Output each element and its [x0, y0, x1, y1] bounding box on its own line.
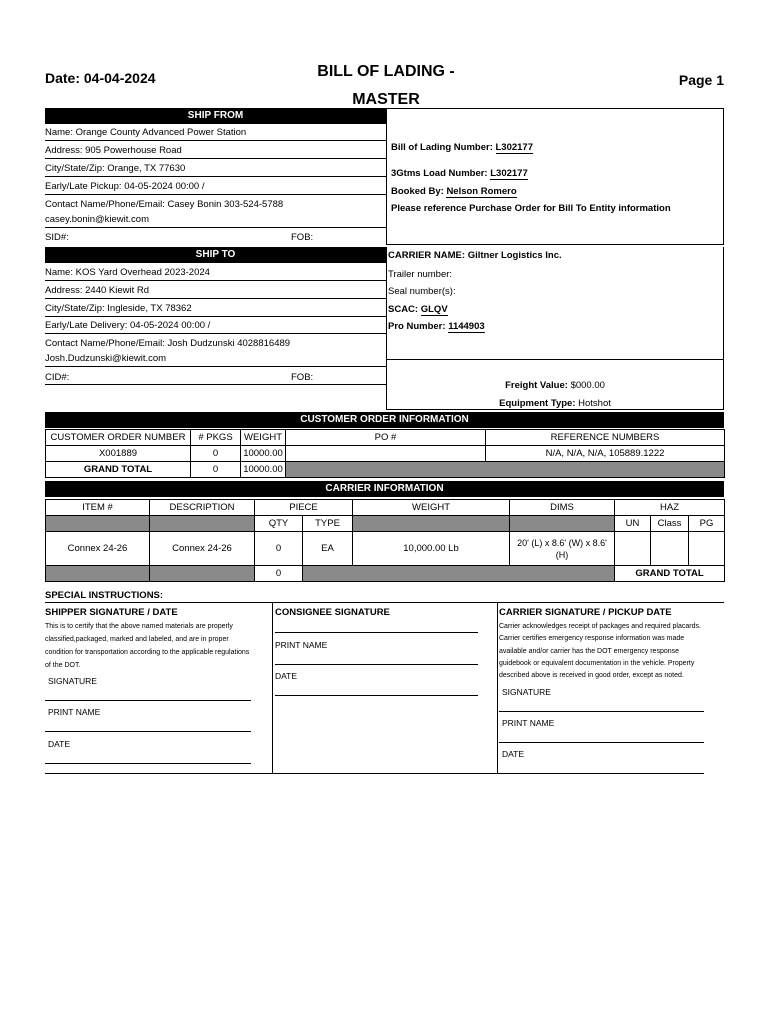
- ship-from-fob: FOB:: [291, 232, 314, 243]
- col-description: DESCRIPTION: [150, 500, 255, 516]
- shipper-cert-line-2: classified,packaged, marked and labeled, and are in proper: [45, 636, 229, 643]
- title-line-2: MASTER: [352, 91, 420, 108]
- col-carrier-weight: WEIGHT: [353, 500, 510, 516]
- consignee-print-name-line[interactable]: [275, 664, 478, 665]
- customer-order-heading: CUSTOMER ORDER INFORMATION: [45, 412, 724, 428]
- grand-total-weight: 10000.00: [241, 462, 286, 478]
- scac-value: GLQV: [420, 304, 448, 315]
- ship-to-address: Address: 2440 Kiewit Rd: [45, 284, 386, 299]
- load-number-label: 3Gtms Load Number:: [391, 168, 488, 179]
- carrier-signature-line[interactable]: [499, 711, 704, 712]
- consignee-print-name-label: PRINT NAME: [275, 640, 328, 650]
- grand-total-pkgs: 0: [191, 462, 241, 478]
- consignee-date-line[interactable]: [275, 695, 478, 696]
- col-po: PO #: [286, 430, 486, 446]
- carrier-info-subheader-row: [46, 516, 725, 532]
- scac-label: SCAC:: [388, 304, 419, 315]
- shipper-cert-line-4: of the DOT.: [45, 662, 81, 669]
- weight-cell: 10000.00: [241, 446, 286, 462]
- freight-value-amount: $000.00: [570, 380, 605, 391]
- ship-to-city: City/State/Zip: Ingleside, TX 78362: [45, 302, 386, 317]
- ship-from-address: Address: 905 Powerhouse Road: [45, 144, 386, 159]
- ship-from-pickup: Early/Late Pickup: 04-05-2024 00:00 /: [45, 180, 386, 195]
- shipper-cert-line-1: This is to certify that the above named materials are properly: [45, 623, 233, 630]
- ship-to-bottom-rule: [45, 384, 386, 385]
- table-row: [46, 532, 725, 566]
- table-row: [46, 446, 725, 462]
- ship-from-name: Name: Orange County Advanced Power Station: [45, 126, 386, 141]
- subheader-gray: [510, 516, 615, 532]
- carrier-info-heading: CARRIER INFORMATION: [45, 481, 724, 497]
- document-date: Date: 04-04-2024: [45, 70, 156, 86]
- col-qty: QTY: [255, 516, 303, 532]
- ship-to-name: Name: KOS Yard Overhead 2023-2024: [45, 266, 386, 281]
- qty-cell: 0: [255, 532, 303, 566]
- class-cell: [651, 532, 689, 566]
- ship-to-contact: Contact Name/Phone/Email: Josh Dudzunski 4028816489: [45, 338, 291, 349]
- equipment-type-label: Equipment Type:: [499, 398, 576, 409]
- load-number-value: L302177: [490, 168, 528, 179]
- grand-total-filler: [286, 462, 725, 478]
- carrier-print-name-line[interactable]: [499, 742, 704, 743]
- bol-number-value: L302177: [495, 142, 534, 153]
- carrier-signature-label: SIGNATURE: [502, 687, 551, 697]
- carrier-date-label: DATE: [502, 749, 525, 759]
- carrier-total-row: [46, 566, 725, 582]
- customer-order-header-row: [46, 430, 725, 446]
- subheader-gray: [150, 516, 255, 532]
- grand-total-label: GRAND TOTAL: [46, 462, 191, 478]
- equipment-type-value: Hotshot: [578, 398, 611, 409]
- ship-to-heading: SHIP TO: [45, 247, 386, 263]
- reference-note: Please reference Purchase Order for Bill To Entity information: [391, 203, 671, 214]
- col-customer-order-number: CUSTOMER ORDER NUMBER: [46, 430, 191, 446]
- freight-value-label: Freight Value:: [505, 380, 568, 391]
- seal-number: Seal number(s):: [388, 286, 456, 297]
- carrier-ack-line-4: guidebook or equivalent documentation in the vehicle. Property: [499, 660, 695, 667]
- col-piece: PIECE: [255, 500, 353, 516]
- ship-to-email: Josh.Dudzunski@kiewit.com: [45, 352, 386, 367]
- document-title: [300, 58, 472, 114]
- carrier-ack-line-1: Carrier acknowledges receipt of packages and required placards.: [499, 623, 701, 630]
- ship-from-contact: Contact Name/Phone/Email: Casey Bonin 303-524-5788: [45, 199, 284, 210]
- shipper-signature-heading: SHIPPER SIGNATURE / DATE: [45, 607, 178, 618]
- subheader-gray: [353, 516, 510, 532]
- carrier-grand-total-label: GRAND TOTAL: [615, 566, 725, 582]
- col-item: ITEM #: [46, 500, 150, 516]
- ship-from-heading: SHIP FROM: [45, 108, 386, 124]
- po-cell: [286, 446, 486, 462]
- shipper-print-name-label: PRINT NAME: [48, 707, 101, 717]
- col-pkgs: # PKGS: [191, 430, 241, 446]
- carrier-signature-heading: CARRIER SIGNATURE / PICKUP DATE: [499, 607, 672, 618]
- title-line-1: BILL OF LADING -: [317, 63, 455, 80]
- col-pg: PG: [689, 516, 725, 532]
- consignee-date-label: DATE: [275, 671, 298, 681]
- col-haz: HAZ: [615, 500, 725, 516]
- item-cell: Connex 24-26: [46, 532, 150, 566]
- signature-divider-right: [497, 602, 498, 774]
- shipper-date-line[interactable]: [45, 763, 251, 764]
- signature-bottom-rule: [45, 773, 499, 774]
- page-number: Page 1: [678, 72, 724, 88]
- carrier-info-header-row: [46, 500, 725, 516]
- dims-line-2: (H): [555, 549, 569, 560]
- subheader-gray: [46, 516, 150, 532]
- ship-to-cid: CID#:: [45, 372, 70, 383]
- bol-number-label: Bill of Lading Number:: [391, 142, 493, 153]
- pro-number: [388, 320, 485, 333]
- carrier-ack-line-3: available and/or carrier has the DOT emergency response: [499, 648, 680, 655]
- ship-from-email: casey.bonin@kiewit.com: [45, 213, 386, 228]
- pro-number-value: 1144903: [448, 321, 485, 332]
- col-type: TYPE: [303, 516, 353, 532]
- total-gray: [150, 566, 255, 582]
- pro-number-label: Pro Number:: [388, 321, 446, 332]
- un-cell: [615, 532, 651, 566]
- shipper-signature-line[interactable]: [45, 700, 251, 701]
- dims-line-1: 20' (L) x 8.6' (W) x 8.6': [517, 537, 607, 548]
- col-dims: DIMS: [510, 500, 615, 516]
- shipper-print-name-line[interactable]: [45, 731, 251, 732]
- carrier-date-line[interactable]: [499, 773, 704, 774]
- consignee-signature-heading: CONSIGNEE SIGNATURE: [275, 607, 390, 618]
- bol-number: [391, 141, 533, 154]
- ship-to-fob: FOB:: [291, 372, 314, 383]
- shipper-cert-line-3: condition for transportation according to the applicable regulations: [45, 649, 250, 656]
- shipper-date-label: DATE: [48, 739, 71, 749]
- total-gray: [46, 566, 150, 582]
- freight-value: [386, 379, 724, 392]
- carrier-ack-line-5: described above is received in good order, except as noted.: [499, 672, 684, 679]
- ship-to-delivery: Early/Late Delivery: 04-05-2024 00:00 /: [45, 319, 386, 334]
- carrier-print-name-label: PRINT NAME: [502, 718, 555, 728]
- trailer-number: Trailer number:: [388, 269, 453, 280]
- booked-by-label: Booked By:: [391, 186, 444, 197]
- booked-by: [391, 185, 517, 198]
- booked-by-value: Nelson Romero: [446, 186, 517, 197]
- carrier-ack-line-2: Carrier certifies emergency response information was made: [499, 635, 685, 642]
- col-reference-numbers: REFERENCE NUMBERS: [486, 430, 725, 446]
- grand-total-row: [46, 462, 725, 478]
- customer-order-table: [45, 429, 725, 478]
- col-class: Class: [651, 516, 689, 532]
- carrier-info-table: [45, 499, 725, 582]
- order-number-cell: X001889: [46, 446, 191, 462]
- description-cell: Connex 24-26: [150, 532, 255, 566]
- pkgs-cell: 0: [191, 446, 241, 462]
- col-un: UN: [615, 516, 651, 532]
- col-weight: WEIGHT: [241, 430, 286, 446]
- carrier-name: CARRIER NAME: Giltner Logistics Inc.: [388, 250, 562, 261]
- type-cell: EA: [303, 532, 353, 566]
- consignee-signature-line[interactable]: [275, 632, 478, 633]
- load-number: [391, 167, 528, 180]
- carrier-weight-cell: 10,000.00 Lb: [353, 532, 510, 566]
- shipper-signature-label: SIGNATURE: [48, 676, 97, 686]
- reference-cell: N/A, N/A, N/A, 105889.1222: [486, 446, 725, 462]
- dims-cell: [510, 532, 615, 566]
- scac: [388, 303, 448, 316]
- total-qty: 0: [255, 566, 303, 582]
- ship-from-city: City/State/Zip: Orange, TX 77630: [45, 162, 386, 177]
- signature-divider-left: [272, 602, 273, 774]
- ship-from-sid: SID#:: [45, 232, 69, 243]
- equipment-type: [386, 397, 724, 410]
- total-gray: [303, 566, 615, 582]
- pg-cell: [689, 532, 725, 566]
- special-instructions: SPECIAL INSTRUCTIONS:: [45, 589, 724, 603]
